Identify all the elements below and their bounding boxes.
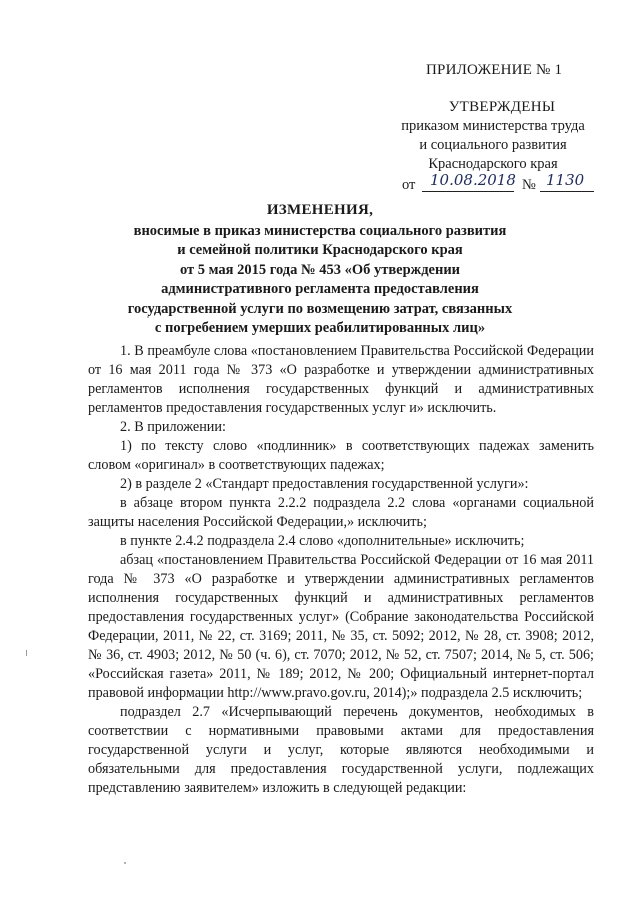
document-title (100, 201, 540, 339)
handwritten-number: 1130 (546, 171, 585, 189)
paragraph-2: 2. В приложении: (120, 419, 226, 435)
number-prefix: № (522, 177, 536, 193)
approved-line-1: приказом министерства труда (401, 118, 585, 134)
handwritten-date: 10.08.2018 (430, 171, 516, 189)
paragraph-7: абзац «постановлением Правительства Российской Федерации от 16 мая 2011 года № 373 «О разработке и утверждении административных регламентов исполнения государственных функций и административных регламентов предоставления государственных услуг» (Собрание законодательства Российской Федерации, 2011, № 22, ст. 3169; 2011, № 35, ст. 5092; 2012, № 28, ст. 3908; 2012, № 36, ст. 4903; 2012, № 50 (ч. 6), ст. 7070; 2012, № 52, ст. 7507; 2014, № 5, ст. 506; «Российская газета» 2011, № 189; 2012, № 200; Официальный интернет-портал правовой информации http://www.pravo.gov.ru, 2014);» подраздела 2.5 исключить; (88, 552, 594, 701)
number-underline (540, 191, 594, 192)
title-main: ИЗМЕНЕНИЯ, (266, 202, 374, 218)
scan-speck (147, 316, 149, 318)
document-body (88, 342, 594, 798)
title-line-2: и семейной политики Краснодарского края (177, 242, 463, 258)
scan-speck (124, 862, 126, 864)
approved-line-3: Краснодарского края (428, 156, 558, 172)
approval-block (386, 98, 600, 196)
paragraph-3: 1) по тексту слово «подлинник» в соответствующих падежах заменить словом «оригинал» в соответствующих падежах; (88, 438, 594, 473)
title-line-6: с погребением умерших реабилитированных лиц» (154, 320, 486, 336)
paragraph-4: 2) в разделе 2 «Стандарт предоставления государственной услуги»: (120, 476, 529, 492)
approved-line-2: и социального развития (419, 137, 567, 153)
title-line-3: от 5 мая 2015 года № 453 «Об утверждении (179, 261, 461, 278)
title-line-1: вносимые в приказ министерства социального развития (133, 222, 507, 239)
appendix-label: ПРИЛОЖЕНИЕ № 1 (426, 62, 563, 78)
approved-title: УТВЕРЖДЕНЫ (448, 99, 556, 115)
title-line-5: государственной услуги по возмещению затрат, связанных (127, 300, 513, 317)
paragraph-1: 1. В преамбуле слова «постановлением Правительства Российской Федерации от 16 мая 2011 года № 373 «О разработке и утверждении административных регламентов исполнения государственных функций и административных регламентов предоставления государственных услуг и» исключить. (88, 343, 594, 416)
date-prefix: от (402, 177, 416, 193)
scan-speck (26, 650, 27, 656)
paragraph-8: подраздел 2.7 «Исчерпывающий перечень документов, необходимых в соответствии с нормативными правовыми актами для предоставления государственной услуги и услуг, которые являются необходимыми и обязательными для предоставления государственной услуги, подлежащих представлению заявителем» изложить в следующей редакции: (88, 704, 594, 796)
paragraph-5: в абзаце втором пункта 2.2.2 подраздела 2.2 слова «органами социальной защиты населения Российской Федерации,» исключить; (88, 495, 594, 530)
order-date-row (386, 171, 600, 196)
title-line-4: административного регламента предоставления (161, 281, 479, 297)
paragraph-6: в пункте 2.4.2 подраздела 2.4 слово «дополнительные» исключить; (120, 533, 525, 549)
date-underline (422, 191, 514, 192)
